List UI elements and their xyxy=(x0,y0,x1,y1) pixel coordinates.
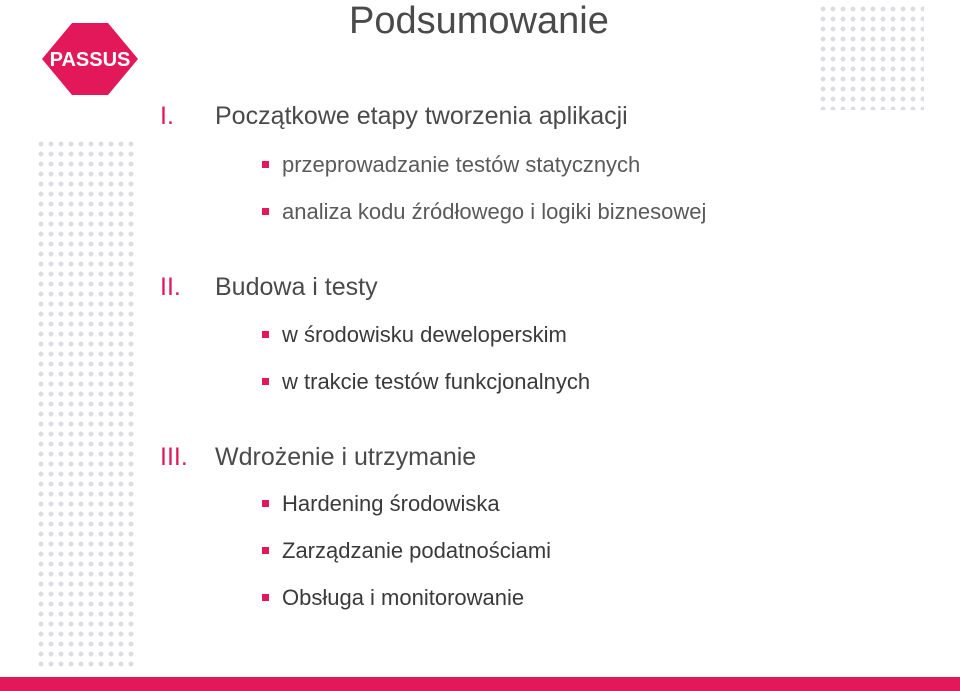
passus-logo xyxy=(39,21,141,97)
list-item xyxy=(0,491,960,521)
square-bullet-icon xyxy=(262,378,269,385)
section-2 xyxy=(0,273,960,309)
section-title: Budowa i testy xyxy=(215,273,378,301)
section-numeral: II. xyxy=(160,273,181,301)
bullet-text: w trakcie testów funkcjonalnych xyxy=(282,369,591,394)
bullet-text: przeprowadzanie testów statycznych xyxy=(282,152,641,177)
square-bullet-icon xyxy=(262,594,269,601)
bullet-text: w środowisku deweloperskim xyxy=(282,322,567,347)
list-item xyxy=(0,152,960,182)
dot-pattern-top-right xyxy=(818,4,924,110)
section-3 xyxy=(0,443,960,479)
square-bullet-icon xyxy=(262,208,269,215)
section-title: Początkowe etapy tworzenia aplikacji xyxy=(215,102,628,130)
logo-text: PASSUS xyxy=(49,49,131,71)
square-bullet-icon xyxy=(262,500,269,507)
section-1 xyxy=(0,102,960,138)
bullet-text: Obsługa i monitorowanie xyxy=(282,585,525,610)
bullet-text: Hardening środowiska xyxy=(282,491,500,516)
list-item xyxy=(0,199,960,229)
square-bullet-icon xyxy=(262,161,269,168)
list-item xyxy=(0,585,960,615)
list-item xyxy=(0,369,960,399)
section-numeral: III. xyxy=(160,443,188,471)
square-bullet-icon xyxy=(262,547,269,554)
section-title: Wdrożenie i utrzymanie xyxy=(215,443,477,471)
list-item xyxy=(0,538,960,568)
bullet-text: analiza kodu źródłowego i logiki biznesowej xyxy=(282,199,707,224)
section-numeral: I. xyxy=(160,102,174,130)
list-item xyxy=(0,322,960,352)
footer-accent-bar xyxy=(0,677,960,691)
slide-title: Podsumowanie xyxy=(349,0,609,42)
square-bullet-icon xyxy=(262,331,269,338)
bullet-text: Zarządzanie podatnościami xyxy=(282,538,552,563)
